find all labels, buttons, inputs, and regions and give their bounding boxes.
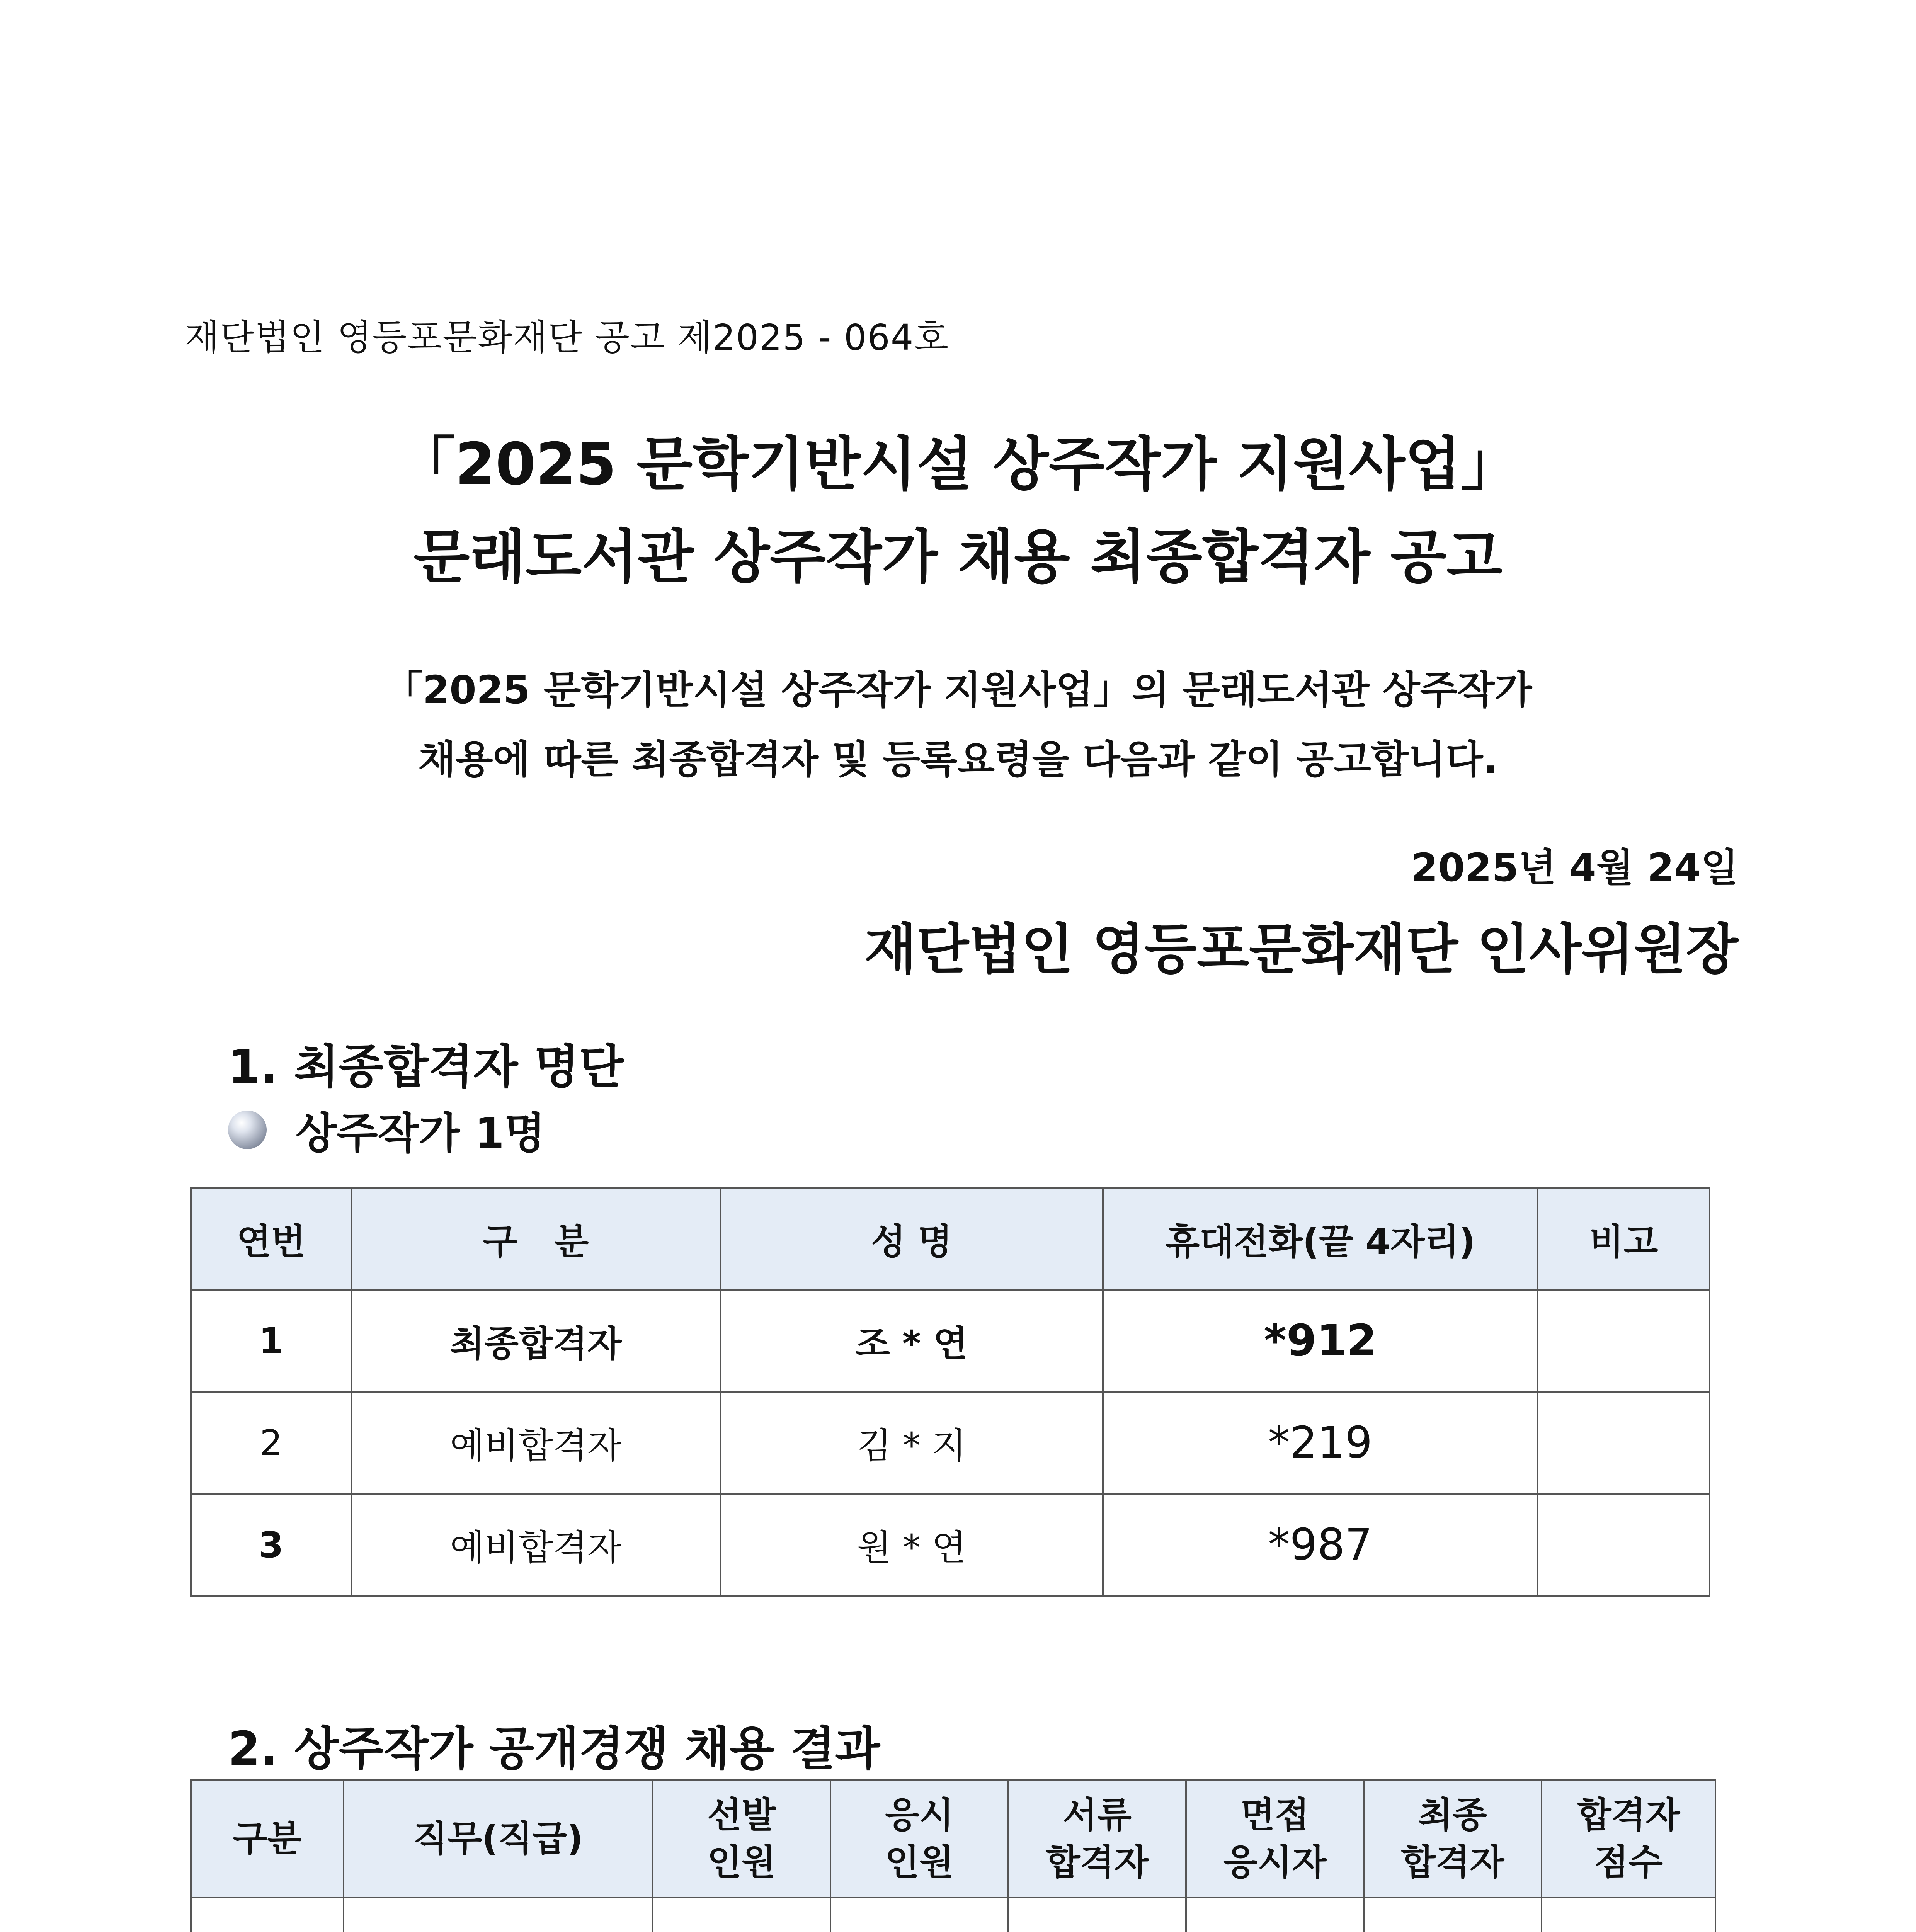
cell-document-passed: [1008, 1898, 1186, 1932]
header-selected: [653, 1780, 830, 1898]
cell-category: 예비합격자: [351, 1392, 720, 1494]
header-final-passed-line1: 최종: [1418, 1794, 1487, 1836]
header-applicants-line2: 인원: [885, 1842, 954, 1883]
cell-interviewees: [1186, 1898, 1364, 1932]
header-interviewees: [1186, 1780, 1364, 1898]
intro-line-1: 「2025 문학기반시설 상주작가 지원사업」의 문래도서관 상주작가: [384, 667, 1532, 713]
cell-score: [1542, 1898, 1715, 1932]
table-row: [191, 1392, 1710, 1494]
header-type: [191, 1780, 344, 1898]
cell-name: 원 * 연: [720, 1494, 1103, 1596]
cell-name: 김 * 지: [720, 1392, 1103, 1494]
section-2-heading: 2. 상주작가 공개경쟁 채용 결과: [228, 1722, 880, 1776]
cell-selected: [653, 1898, 830, 1932]
header-applicants-line1: 응시: [885, 1794, 954, 1836]
cell-name: 조 * 연: [720, 1290, 1103, 1392]
cell-phone: *912: [1103, 1290, 1538, 1392]
header-position: [344, 1780, 653, 1898]
cell-position: [344, 1898, 653, 1932]
cell-phone: *219: [1103, 1392, 1538, 1494]
header-type-text: 구분: [233, 1818, 302, 1859]
header-interviewees-line2: 응시자: [1223, 1842, 1327, 1883]
intro-line-2: 채용에 따른 최종합격자 및 등록요령을 다음과 같이 공고합니다.: [418, 737, 1498, 782]
header-selected-line2: 인원: [707, 1842, 776, 1883]
header-final-passed: [1364, 1780, 1542, 1898]
header-score-line2: 점수: [1594, 1842, 1663, 1883]
header-note: 비고: [1538, 1188, 1710, 1290]
header-applicants: [830, 1780, 1008, 1898]
cell-type: [191, 1898, 344, 1932]
cell-final-passed: [1364, 1898, 1542, 1932]
title-line-1: 「2025 문학기반시설 상주작가 지원사업」: [397, 431, 1519, 498]
section-1-bullet-row: [228, 1099, 545, 1160]
section-1-heading: 1. 최종합격자 명단: [228, 1040, 624, 1094]
header-position-text: 직무(직급): [413, 1818, 583, 1859]
cell-phone: *987: [1103, 1494, 1538, 1596]
header-no: 연번: [191, 1188, 351, 1290]
recruitment-results-table: [190, 1779, 1716, 1932]
issuer: 재단법인 영등포문화재단 인사위원장: [864, 918, 1738, 981]
cell-note: [1538, 1290, 1710, 1392]
cell-category: 최종합격자: [351, 1290, 720, 1392]
header-interviewees-line1: 면접: [1240, 1794, 1309, 1836]
table-row: [191, 1290, 1710, 1392]
sphere-bullet-icon: [228, 1111, 267, 1149]
cell-category: 예비합격자: [351, 1494, 720, 1596]
cell-note: [1538, 1392, 1710, 1494]
notice-number: 재단법인 영등포문화재단 공고 제2025 - 064호: [185, 317, 949, 358]
finalists-table: [190, 1187, 1710, 1597]
header-document-passed-line1: 서류: [1063, 1794, 1132, 1836]
header-selected-line1: 선발: [707, 1794, 776, 1836]
header-score-line1: 합격자: [1577, 1794, 1680, 1836]
table-header-row: [191, 1780, 1715, 1898]
header-document-passed: [1008, 1780, 1186, 1898]
table-row: [191, 1898, 1715, 1932]
table-header-row: [191, 1188, 1710, 1290]
cell-no: 1: [191, 1290, 351, 1392]
cell-note: [1538, 1494, 1710, 1596]
cell-no: 3: [191, 1494, 351, 1596]
title-line-2: 문래도서관 상주작가 채용 최종합격자 공고: [413, 524, 1503, 591]
header-document-passed-line2: 합격자: [1045, 1842, 1149, 1883]
cell-applicants: [830, 1898, 1008, 1932]
section-1-bullet-text: 상주작가 1명: [296, 1109, 546, 1158]
issue-date: 2025년 4월 24일: [1411, 845, 1738, 890]
header-final-passed-line2: 합격자: [1401, 1842, 1504, 1883]
table-row: [191, 1494, 1710, 1596]
header-phone: 휴대전화(끝 4자리): [1103, 1188, 1538, 1290]
header-name: 성 명: [720, 1188, 1103, 1290]
cell-no: 2: [191, 1392, 351, 1494]
header-category: 구 분: [351, 1188, 720, 1290]
header-score: [1542, 1780, 1715, 1898]
